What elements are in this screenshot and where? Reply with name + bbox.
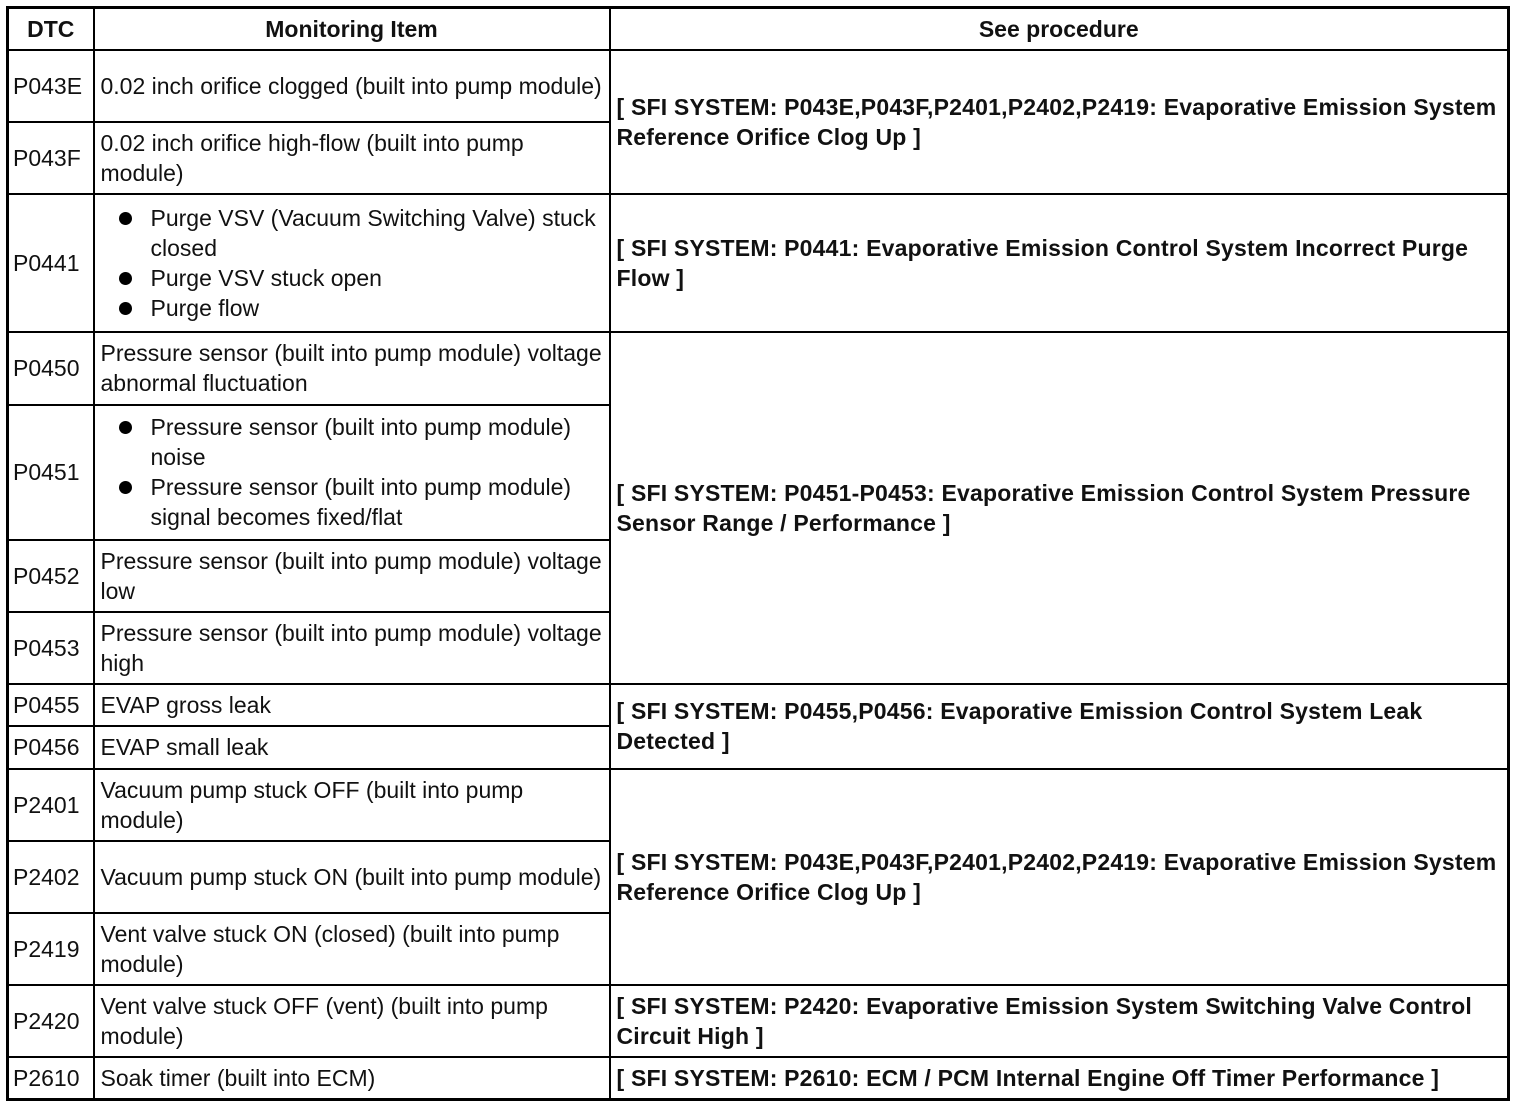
header-row	[8, 8, 1509, 50]
dtc-code: P2402	[8, 841, 94, 913]
dtc-code: P2610	[8, 1057, 94, 1099]
dtc-code: P2419	[8, 913, 94, 985]
monitoring-item: Pressure sensor (built into pump module) voltage abnormal fluctuation	[94, 332, 610, 404]
procedure-link[interactable]: [ SFI SYSTEM: P0455,P0456: Evaporative Emission Control System Leak Detected ]	[610, 684, 1509, 768]
table-row	[8, 332, 1509, 404]
dtc-code: P043F	[8, 122, 94, 194]
bullet-item: Purge VSV (Vacuum Switching Valve) stuck closed	[117, 203, 603, 263]
monitoring-item: EVAP small leak	[94, 726, 610, 768]
bullet-list	[101, 412, 603, 532]
table-row	[8, 194, 1509, 332]
bullet-item: Pressure sensor (built into pump module) noise	[117, 412, 603, 472]
monitoring-item: EVAP gross leak	[94, 684, 610, 726]
dtc-code: P2401	[8, 769, 94, 841]
table-row	[8, 769, 1509, 841]
dtc-code: P0451	[8, 405, 94, 540]
table-row	[8, 50, 1509, 122]
monitoring-item: Pressure sensor (built into pump module) voltage high	[94, 612, 610, 684]
table-row	[8, 1057, 1509, 1099]
procedure-link[interactable]: [ SFI SYSTEM: P0441: Evaporative Emission Control System Incorrect Purge Flow ]	[610, 194, 1509, 332]
dtc-code: P0453	[8, 612, 94, 684]
bullet-item: Purge VSV stuck open	[117, 263, 603, 293]
monitoring-item	[94, 194, 610, 332]
dtc-code: P0456	[8, 726, 94, 768]
procedure-link[interactable]: [ SFI SYSTEM: P0451-P0453: Evaporative Emission Control System Pressure Sensor Range / Performance ]	[610, 332, 1509, 684]
monitoring-item: Soak timer (built into ECM)	[94, 1057, 610, 1099]
monitoring-item: 0.02 inch orifice high-flow (built into pump module)	[94, 122, 610, 194]
monitoring-item: Vacuum pump stuck ON (built into pump module)	[94, 841, 610, 913]
procedure-link[interactable]: [ SFI SYSTEM: P2610: ECM / PCM Internal Engine Off Timer Performance ]	[610, 1057, 1509, 1099]
dtc-code: P0452	[8, 540, 94, 612]
dtc-code: P043E	[8, 50, 94, 122]
bullet-item: Pressure sensor (built into pump module) signal becomes fixed/flat	[117, 472, 603, 532]
dtc-column-header: DTC	[8, 8, 94, 50]
procedure-link[interactable]: [ SFI SYSTEM: P043E,P043F,P2401,P2402,P2419: Evaporative Emission System Reference Orifice Clog Up ]	[610, 50, 1509, 194]
procedure-link[interactable]: [ SFI SYSTEM: P2420: Evaporative Emission System Switching Valve Control Circuit High ]	[610, 985, 1509, 1057]
dtc-code: P0450	[8, 332, 94, 404]
table-row	[8, 985, 1509, 1057]
monitoring-item	[94, 405, 610, 540]
monitoring-item-column-header: Monitoring Item	[94, 8, 610, 50]
monitoring-item: Vent valve stuck OFF (vent) (built into pump module)	[94, 985, 610, 1057]
table-row	[8, 684, 1509, 726]
dtc-table	[6, 6, 1510, 1101]
monitoring-item: 0.02 inch orifice clogged (built into pump module)	[94, 50, 610, 122]
procedure-link[interactable]: [ SFI SYSTEM: P043E,P043F,P2401,P2402,P2419: Evaporative Emission System Reference Orifice Clog Up ]	[610, 769, 1509, 986]
monitoring-item: Vacuum pump stuck OFF (built into pump module)	[94, 769, 610, 841]
monitoring-item: Vent valve stuck ON (closed) (built into pump module)	[94, 913, 610, 985]
monitoring-item: Pressure sensor (built into pump module) voltage low	[94, 540, 610, 612]
dtc-code: P2420	[8, 985, 94, 1057]
bullet-item: Purge flow	[117, 293, 603, 323]
procedure-column-header: See procedure	[610, 8, 1509, 50]
bullet-list	[101, 203, 603, 323]
dtc-code: P0455	[8, 684, 94, 726]
dtc-code: P0441	[8, 194, 94, 332]
